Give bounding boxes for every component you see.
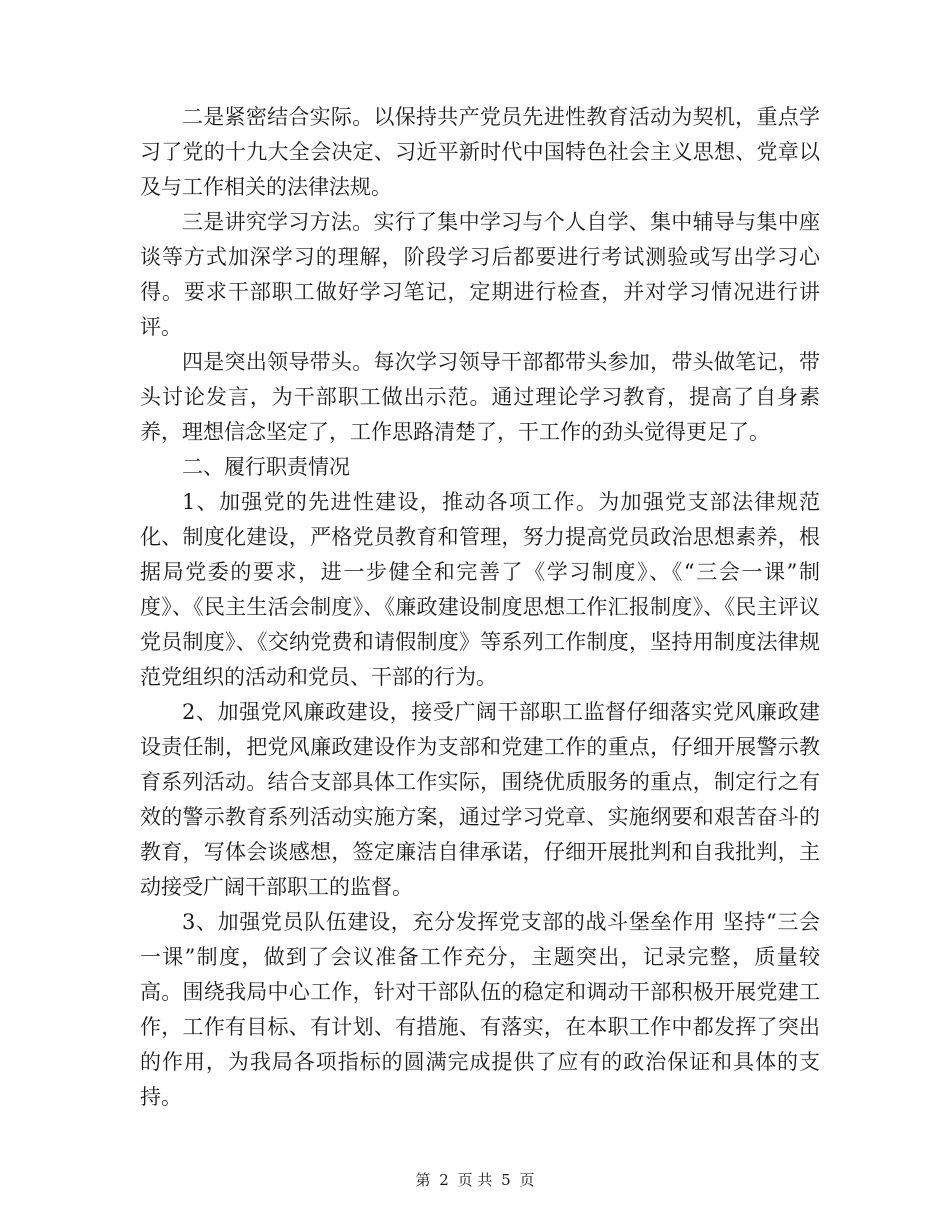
page-suffix: 页 bbox=[519, 1171, 535, 1189]
paragraph: 三是讲究学习方法。实行了集中学习与个人自学、集中辅导与集中座谈等方式加深学习的理解，阶段学习后都要进行考试测验或写出学习心得。要求干部职工做好学习笔记，定期进行检查，并对学习情况进行讲评。 bbox=[140, 210, 820, 339]
page-mid: 页 共 bbox=[457, 1171, 493, 1189]
page-current: 2 bbox=[439, 1171, 449, 1189]
paragraph: 二是紧密结合实际。以保持共产党员先进性教育活动为契机，重点学习了党的十九大全会决定、习近平新时代中国特色社会主义思想、党章以及与工作相关的法律法规。 bbox=[140, 105, 820, 199]
section-heading: 二、履行职责情况 bbox=[182, 455, 350, 479]
page-footer bbox=[0, 1170, 950, 1190]
page-prefix: 第 bbox=[415, 1171, 431, 1189]
page-total: 5 bbox=[501, 1171, 511, 1189]
paragraph: 2、加强党风廉政建设，接受广阔干部职工监督仔细落实党风廉政建设责任制，把党风廉政建设作为支部和党建工作的重点，仔细开展警示教育系列活动。结合支部具体工作实际，围绕优质服务的重点，制定行之有效的警示教育系列活动实施方案，通过学习党章、实施纲要和艰苦奋斗的教育，写体会谈感想，签定廉洁自律承诺，仔细开展批判和自我批判，主动接受广阔干部职工的监督。 bbox=[140, 700, 820, 899]
paragraph: 四是突出领导带头。每次学习领导干部都带头参加，带头做笔记，带头讨论发言，为干部职工做出示范。通过理论学习教育，提高了自身素养，理想信念坚定了，工作思路清楚了，干工作的劲头觉得更足了。 bbox=[140, 350, 820, 444]
paragraph: 3、加强党员队伍建设，充分发挥党支部的战斗堡垒作用 坚持“三会一课”制度，做到了会议准备工作充分，主题突出，记录完整，质量较高。围绕我局中心工作，针对干部队伍的稳定和调动干部积极开展党建工作，工作有目标、有计划、有措施、有落实，在本职工作中都发挥了突出的作用，为我局各项指标的圆满完成提供了应有的政治保证和具体的支持。 bbox=[140, 910, 820, 1109]
document-body bbox=[140, 100, 820, 1115]
paragraph: 1、加强党的先进性建设，推动各项工作。为加强党支部法律规范化、制度化建设，严格党员教育和管理，努力提高党员政治思想素养，根据局党委的要求，进一步健全和完善了《学习制度》、《“三会一课”制度》、《民主生活会制度》、《廉政建设制度思想工作汇报制度》、《民主评议党员制度》、《交纳党费和请假制度》等系列工作制度，坚持用制度法律规范党组织的活动和党员、干部的行为。 bbox=[140, 490, 820, 689]
